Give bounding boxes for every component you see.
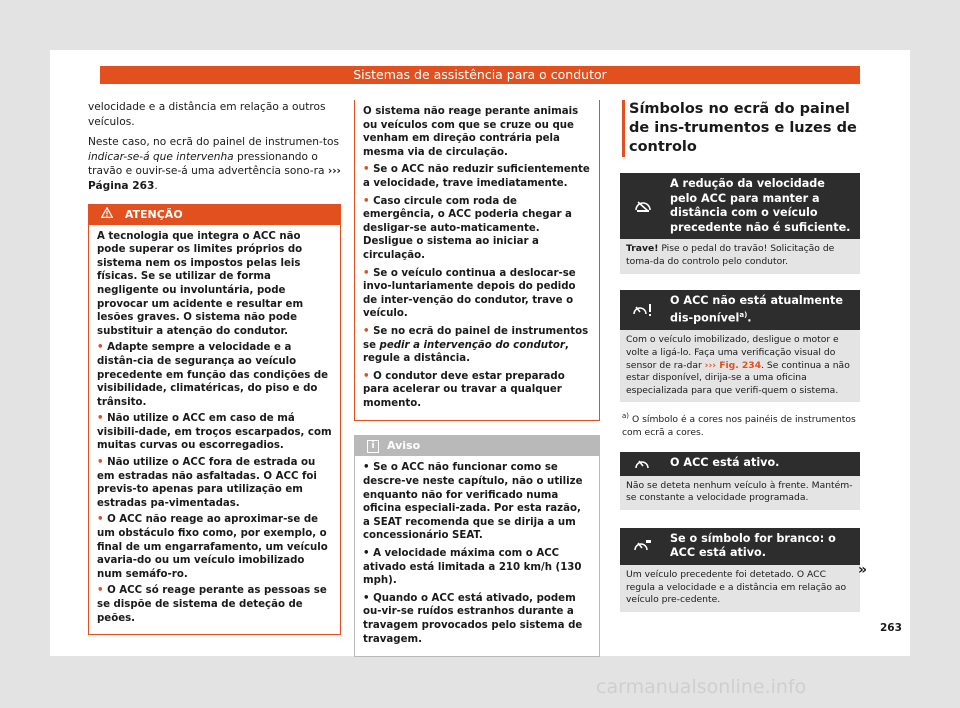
- symbol-row-unavailable: [620, 290, 860, 331]
- symbol-row-brake: [620, 173, 860, 239]
- page-header: Sistemas de assistência para o condutor: [100, 66, 860, 84]
- symbol-description: Trave! Pise o pedal do travão! Solicitação de toma-da do controlo pelo condutor.: [620, 239, 860, 273]
- page-number: 263: [880, 622, 902, 634]
- warning-item: • Não utilize o ACC em caso de má visibili-dade, em troços escarpados, com muitas curvas ou escorregadios.: [97, 413, 332, 452]
- notice-box: [354, 435, 600, 657]
- warning-item: • Se o veículo continua a deslocar-se invo-luntariamente depois do pedido de inter-venção do condutor, trave o veículo.: [363, 267, 576, 320]
- symbol-description: Um veículo precedente foi detetado. O ACC regula a velocidade e a distância em relação ao veículo pre-cedente.: [620, 565, 860, 612]
- symbol-description: Não se deteta nenhum veículo à frente. Mantém-se constante a velocidade programada.: [620, 476, 860, 510]
- warning-item: • Adapte sempre a velocidade e a distân-cia de segurança ao veículo precedente em função das condições de visibilidade, climatéricas, do piso e do trânsito.: [97, 342, 329, 408]
- p2-text-b: pressionando o travão e ouvir-se-á uma advertência sono-ra: [88, 150, 328, 178]
- notice-item: • Se o ACC não funcionar como se descre-ve neste capítulo, não o utilize enquanto não for verificado numa oficina especiali-zada. Por esta razão, a SEAT recomenda que se dirija a um concessionário SEAT.: [363, 462, 583, 542]
- notice-header: [355, 436, 599, 456]
- column-right: [620, 100, 860, 612]
- warning-item: • O ACC só reage perante as pessoas se se dispõe de sistema de deteção de peões.: [97, 585, 327, 624]
- p2-emphasis: indicar-se-á que intervenha: [88, 150, 234, 163]
- p2-end: .: [154, 179, 158, 192]
- acc-vehicle-detected-icon: [620, 538, 666, 554]
- acc-unavailable-icon: [620, 302, 666, 318]
- p2-text-a: Neste caso, no ecrã do painel de instrumen-tos: [88, 136, 339, 149]
- warning-item: • O ACC não reage ao aproximar-se de um obstáculo fixo como, por exemplo, o final de um engarrafamento, um veículo avaria-do ou um veículo imobilizado num semáfo-ro.: [97, 514, 328, 580]
- warning-item: • O condutor deve estar preparado para acelerar ou travar a qualquer momento.: [363, 370, 565, 409]
- paragraph-2: [88, 135, 341, 193]
- symbol-title: O ACC está ativo.: [670, 456, 780, 470]
- warning-title: ATENÇÃO: [124, 207, 183, 221]
- notice-item: • Quando o ACC está ativado, podem ou-vir-se ruídos estranhos durante a travagem provocados pelo sistema de travagem.: [363, 592, 583, 645]
- column-middle: [354, 100, 600, 657]
- symbol-title: A redução da velocidade pelo ACC para manter a distância com o veículo precedente não é suficiente.: [670, 177, 851, 234]
- column-left: [88, 100, 341, 635]
- notice-body: [355, 456, 599, 656]
- symbol-row-vehicle-detected: [620, 528, 860, 565]
- page-reference-link[interactable]: ››› Página 263: [88, 165, 341, 192]
- warning-item: • Caso circule com roda de emergência, o ACC poderia chegar a desligar-se auto-maticamente. Desligue o sistema ao iniciar a circulação.: [363, 195, 572, 261]
- continue-mark: »: [858, 562, 868, 578]
- watermark-text: carmanualsonline.info: [596, 676, 807, 698]
- notice-title: Aviso: [387, 439, 421, 453]
- figure-reference-link[interactable]: ››› Fig. 234: [704, 359, 762, 371]
- warning-item: • Se no ecrã do painel de instrumentos se pedir a intervenção do condutor, regule a distância.: [363, 325, 589, 365]
- warning-body: [89, 225, 340, 635]
- notice-item: • A velocidade máxima com o ACC ativado está limitada a 210 km/h (130 mph).: [363, 548, 582, 587]
- symbol-title: Se o símbolo for branco: o ACC está ativo.: [670, 531, 836, 560]
- warning-continued-box: [354, 100, 600, 421]
- warning-box: [88, 204, 341, 636]
- acc-active-icon: [620, 457, 666, 471]
- warning-header: [89, 205, 340, 225]
- warning-item: • Se o ACC não reduzir suficientemente a velocidade, trave imediatamente.: [363, 164, 590, 189]
- paragraph-1: velocidade e a distância em relação a outros veículos.: [88, 101, 326, 128]
- info-icon: i: [367, 440, 379, 453]
- warning-intro: A tecnologia que integra o ACC não pode superar os limites próprios do sistema nem os impostos pelas leis físicas. Se se utilizar de forma negligente ou involuntária, pode provocar um acidente e resultar em lesões graves. O sistema não pode substituir a atenção do condutor.: [97, 230, 304, 337]
- footnote: $^{a)}$ O símbolo é a cores nos painéis de instrumentos com ecrã a cores.: [622, 412, 856, 439]
- warning-triangle-icon: [101, 208, 117, 221]
- warning-continued-intro: O sistema não reage perante animais ou veículos com que se cruze ou que venham em direção contrária pela mesma via de circulação.: [363, 106, 579, 158]
- acc-distance-warning-icon: [620, 198, 666, 214]
- symbol-row-active: [620, 452, 860, 476]
- section-title: Símbolos no ecrã do painel de ins-trumentos e luzes de controlo: [622, 100, 860, 157]
- warning-item: • Não utilize o ACC fora de estrada ou em estradas não asfaltadas. O ACC foi previs-to apenas para utilização em estradas pa-vimentadas.: [97, 457, 317, 509]
- symbol-description: Com o veículo imobilizado, desligue o motor e volte a ligá-lo. Faça uma verificação visual do sensor de ra-dar ››› Fig. 234. Se continua a não estar disponível, dirija-se a uma oficina especializada para que verifi-quem o sistema.: [620, 330, 860, 402]
- symbol-title: O ACC não está atualmente dis-ponível$^{a)}$.: [670, 293, 843, 325]
